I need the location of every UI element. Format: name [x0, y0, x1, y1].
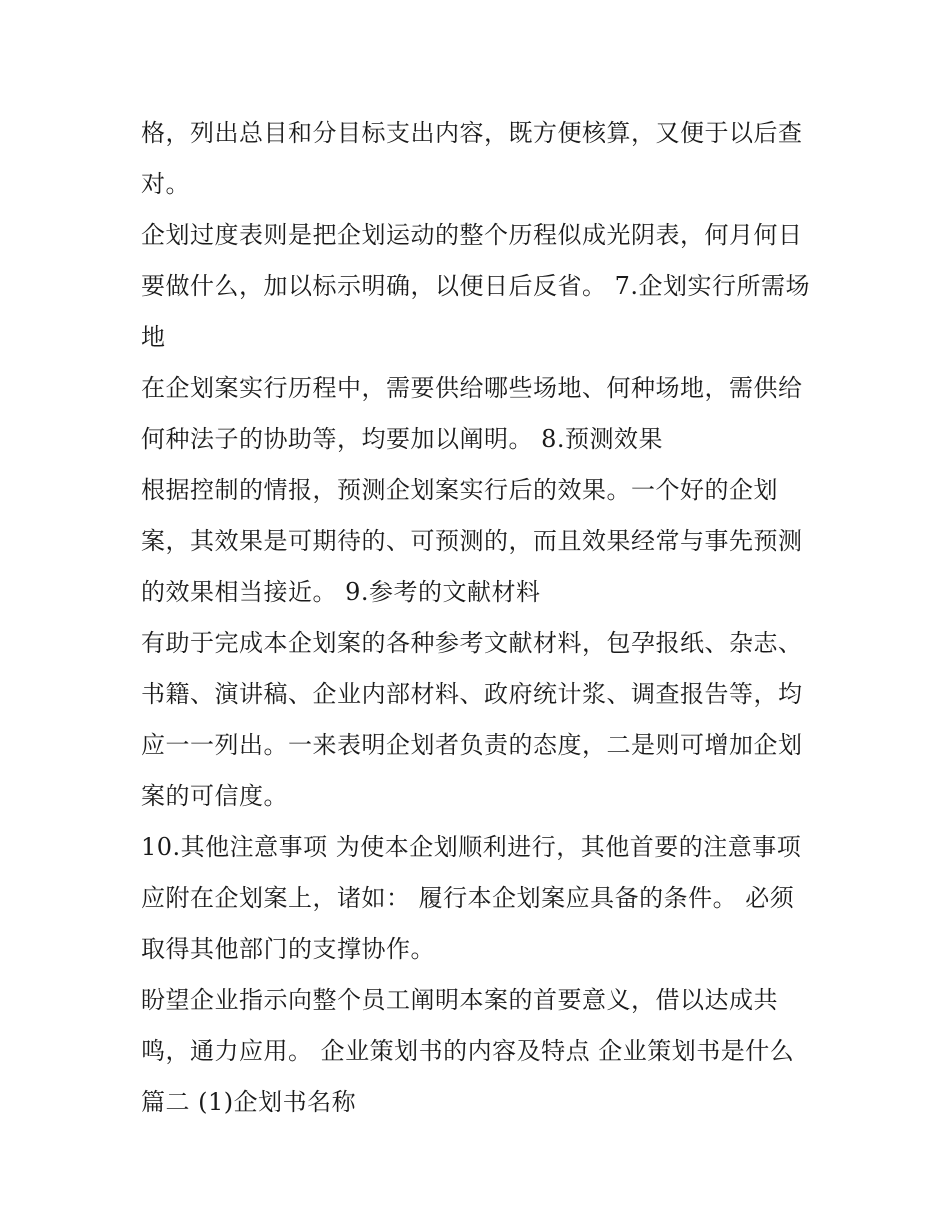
text-line: 根据控制的情报，预测企划案实行后的效果。一个好的企划 [141, 476, 778, 504]
text-line: 企划过度表则是把企划运动的整个历程似成光阴表，何月何日 [141, 221, 803, 249]
text-line: 有助于完成本企划案的各种参考文献材料，包孕报纸、杂志、 [141, 629, 803, 657]
text-line: 应一一列出。一来表明企划者负责的态度，二是则可增加企划 [141, 731, 803, 759]
text-line: 案的可信度。 [141, 782, 288, 810]
text-line: 案，其效果是可期待的、可预测的，而且效果经常与事先预测 [141, 527, 803, 555]
text-line: 要做什么，加以标示明确，以便日后反省。 7.企划实行所需场 [141, 272, 811, 300]
text-line: 地 [141, 323, 166, 351]
text-line: 对。 [141, 170, 190, 198]
text-line: 鸣，通力应用。 企业策划书的内容及特点 企业策划书是什么 [141, 1037, 795, 1065]
text-line: 应附在企划案上，诸如： 履行本企划案应具备的条件。 必须 [141, 884, 795, 912]
text-line: 篇二 (1)企划书名称 [141, 1088, 357, 1116]
text-line: 的效果相当接近。 9.参考的文献材料 [141, 578, 541, 606]
text-line: 何种法子的协助等，均要加以阐明。 8.预测效果 [141, 425, 664, 453]
text-line: 书籍、演讲稿、企业内部材料、政府统计浆、调查报告等，均 [141, 680, 803, 708]
text-line: 格，列出总目和分目标支出内容，既方便核算，又便于以后查 [141, 119, 803, 147]
text-line: 盼望企业指示向整个员工阐明本案的首要意义，借以达成共 [141, 986, 778, 1014]
text-line: 在企划案实行历程中，需要供给哪些场地、何种场地，需供给 [141, 374, 803, 402]
document-body [141, 108, 821, 1128]
text-line: 10.其他注意事项 为使本企划顺利进行，其他首要的注意事项 [141, 833, 802, 861]
text-line: 取得其他部门的支撑协作。 [141, 935, 435, 963]
